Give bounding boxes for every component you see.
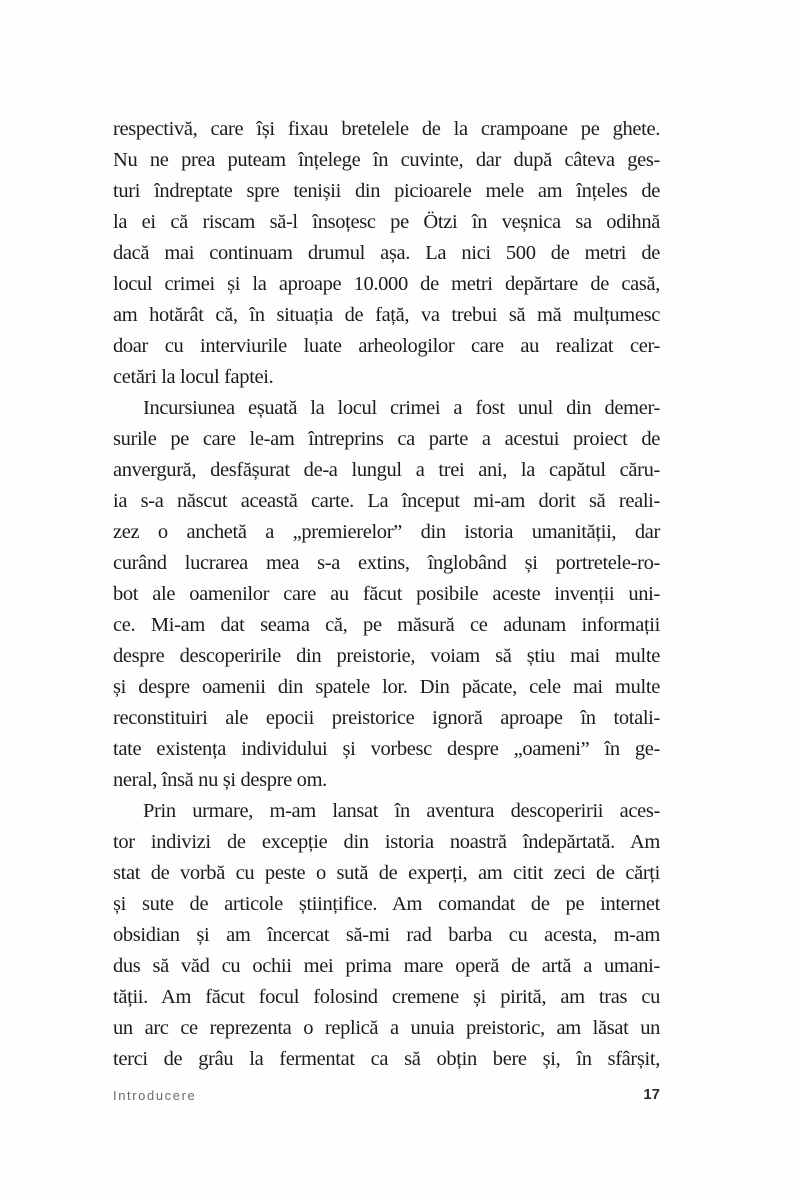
running-footer-section: Introducere	[113, 1088, 197, 1103]
text-line: anvergură, desfășurat de-a lungul a trei ani, la capătul căru-	[113, 459, 660, 481]
text-line: despre descoperirile din preistorie, voiam să știu mai multe	[113, 645, 660, 667]
body-text	[113, 114, 660, 1075]
text-line: zez o anchetă a „premierelor” din istoria umanității, dar	[113, 521, 660, 543]
text-line: ia s-a născut această carte. La început mi-am dorit să reali-	[113, 490, 660, 512]
text-line: Incursiunea eșuată la locul crimei a fost unul din demer-	[143, 397, 660, 419]
text-line: tate existența individului și vorbesc despre „oameni” în ge-	[113, 738, 660, 760]
text-line: turi îndreptate spre tenișii din picioarele mele am înțeles de	[113, 180, 660, 202]
text-line: și sute de articole științifice. Am comandat de pe internet	[113, 893, 660, 915]
text-line: respectivă, care își fixau bretelele de la crampoane pe ghete.	[113, 118, 660, 140]
text-line: Nu ne prea puteam înțelege în cuvinte, dar după câteva ges-	[113, 149, 660, 171]
text-line: cetări la locul faptei.	[113, 366, 274, 388]
text-line: terci de grâu la fermentat ca să obțin bere și, în sfârșit,	[113, 1048, 660, 1070]
text-line: tor indivizi de excepție din istoria noastră îndepărtată. Am	[113, 831, 660, 853]
text-line: surile pe care le-am întreprins ca parte a acestui proiect de	[113, 428, 660, 450]
text-line: tății. Am făcut focul folosind cremene și pirită, am tras cu	[113, 986, 660, 1008]
text-line: doar cu interviurile luate arheologilor care au realizat cer-	[113, 335, 660, 357]
text-line: dus să văd cu ochii mei prima mare operă de artă a umani-	[113, 955, 660, 977]
text-line: la ei că riscam să-l însoțesc pe Ötzi în veșnica sa odihnă	[113, 211, 660, 233]
text-line: am hotărât că, în situația de față, va trebui să mă mulțumesc	[113, 304, 660, 326]
page-number: 17	[643, 1086, 660, 1103]
text-line: neral, însă nu și despre om.	[113, 769, 327, 791]
text-line: un arc ce reprezenta o replică a unuia preistoric, am lăsat un	[113, 1017, 660, 1039]
text-line: dacă mai continuam drumul așa. La nici 500 de metri de	[113, 242, 660, 264]
text-line: locul crimei și la aproape 10.000 de metri depărtare de casă,	[113, 273, 660, 295]
text-line: bot ale oamenilor care au făcut posibile aceste invenții uni-	[113, 583, 660, 605]
text-line: și despre oamenii din spatele lor. Din păcate, cele mai multe	[113, 676, 660, 698]
text-line: reconstituiri ale epocii preistorice ignoră aproape în totali-	[113, 707, 660, 729]
text-line: obsidian și am încercat să-mi rad barba cu acesta, m-am	[113, 924, 660, 946]
text-line: stat de vorbă cu peste o sută de experți, am citit zeci de cărți	[113, 862, 660, 884]
text-line: curând lucrarea mea s-a extins, înglobând și portretele-ro-	[113, 552, 660, 574]
text-line: Prin urmare, m-am lansat în aventura descoperirii aces-	[143, 800, 660, 822]
text-line: ce. Mi-am dat seama că, pe măsură ce adunam informații	[113, 614, 660, 636]
